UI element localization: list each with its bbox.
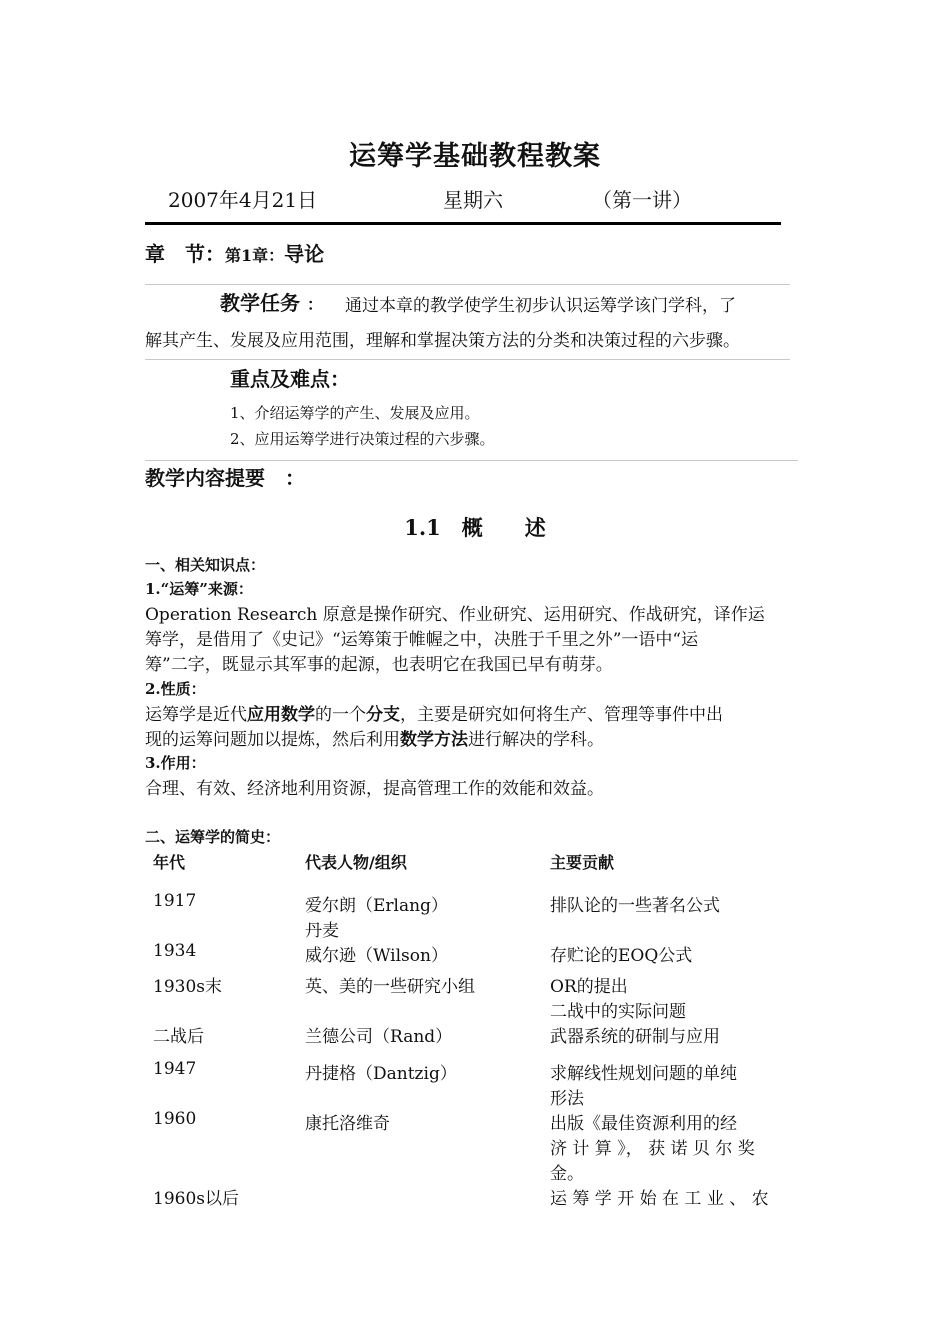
teaching-task-label: [220, 287, 323, 316]
key-point-item: 1、介绍运筹学的产生、发展及应用。: [230, 404, 480, 422]
role-text: 合理、有效、经济地利用资源，提高管理工作的效能和效益。: [145, 779, 604, 799]
history-year: 1960s以后: [153, 1189, 239, 1209]
nature-text: ，主要是研究如何将生产、管理等事件中出: [400, 705, 723, 725]
column-header-contribution: 主要贡献: [550, 853, 615, 872]
key-point-item: 2、应用运筹学进行决策过程的六步骤。: [230, 430, 495, 448]
nature-emphasis: 分支: [366, 705, 400, 725]
chapter-label: 章 节：: [145, 242, 225, 266]
part1-heading: 一、相关知识点：: [145, 556, 266, 574]
history-person: 英、美的一些研究小组: [305, 977, 475, 997]
part2-heading: 二、运筹学的简史：: [145, 828, 281, 846]
task-top-rule: [145, 284, 790, 285]
content-summary-label: 教学内容提要 ：: [145, 466, 305, 490]
key-points-label: 重点及难点：: [230, 367, 350, 391]
history-year: 1917: [153, 891, 197, 911]
key-points-bottom-rule: [145, 460, 798, 461]
nature-emphasis: 数学方法: [400, 730, 468, 750]
history-contribution: 二战中的实际问题: [550, 1002, 686, 1022]
history-person: 威尔逊（Wilson）: [305, 946, 448, 966]
history-year: 1930s末: [153, 977, 222, 997]
chapter-name: 导论: [284, 242, 325, 266]
nature-text: 进行解决的学科。: [468, 730, 604, 750]
nature-text: 运筹学是近代: [145, 705, 247, 725]
origin-heading: 1.“运筹”来源：: [145, 580, 253, 598]
task-text-line2: 解其产生、发展及应用范围，理解和掌握决策方法的分类和决策过程的六步骤。: [145, 331, 740, 351]
history-person: 丹捷格（Dantzig）: [305, 1064, 457, 1084]
history-person: 兰德公司（Rand）: [305, 1027, 453, 1047]
history-contribution: 济 计 算 》， 获 诺 贝 尔 奖: [550, 1139, 755, 1159]
chapter-line: [145, 238, 324, 267]
nature-text: 的一个: [315, 705, 366, 725]
column-header-person: 代表人物/组织: [305, 853, 407, 872]
history-contribution: 形法: [550, 1089, 584, 1109]
history-contribution: 金。: [550, 1164, 584, 1184]
header-divider: [145, 222, 781, 225]
history-contribution: OR的提出: [550, 977, 628, 997]
origin-line: Operation Research 原意是操作研究、作业研究、运用研究、作战研究，译作运: [145, 605, 765, 625]
task-text-line1: 通过本章的教学使学生初步认识运筹学该门学科，了: [345, 296, 736, 316]
nature-line1: [145, 700, 723, 725]
task-label-text: 教学任务: [220, 291, 300, 315]
history-person: 爱尔朗（Erlang）: [305, 896, 448, 916]
nature-emphasis: 应用数学: [247, 705, 315, 725]
nature-line2: [145, 725, 604, 750]
history-year: 二战后: [153, 1027, 204, 1047]
history-contribution: 存贮论的EOQ公式: [550, 946, 693, 966]
nature-text: 现的运筹问题加以提炼，然后利用: [145, 730, 400, 750]
history-year: 1947: [153, 1059, 197, 1079]
history-year: 1960: [153, 1109, 197, 1129]
role-heading: 3.作用：: [145, 754, 206, 772]
history-person: 丹麦: [305, 921, 339, 941]
origin-line: 筹”二字，既显示其军事的起源，也表明它在我国已早有萌芽。: [145, 655, 613, 675]
nature-heading: 2.性质：: [145, 680, 206, 698]
chapter-number: 第1章：: [225, 246, 285, 265]
history-contribution: 出版《最佳资源利用的经: [550, 1114, 737, 1134]
history-person: 康托洛维奇: [305, 1114, 390, 1134]
column-header-year: 年代: [153, 853, 186, 872]
document-title: 运筹学基础教程教案: [349, 141, 601, 172]
history-contribution: 排队论的一些著名公式: [550, 896, 720, 916]
lecture-number: （第一讲）: [592, 188, 692, 212]
section-title: 1.1 概 述: [404, 515, 546, 540]
task-colon: ：: [306, 295, 323, 314]
history-contribution: 求解线性规划问题的单纯: [550, 1064, 737, 1084]
history-contribution: 运 筹 学 开 始 在 工 业 、 农: [550, 1189, 769, 1209]
lecture-weekday: 星期六: [443, 188, 503, 212]
lecture-date: 2007年4月21日: [168, 188, 318, 212]
origin-line: 筹学，是借用了《史记》“运筹策于帷幄之中，决胜于千里之外”一语中“运: [145, 630, 699, 650]
task-bottom-rule: [145, 359, 790, 360]
history-year: 1934: [153, 941, 197, 961]
history-contribution: 武器系统的研制与应用: [550, 1027, 720, 1047]
